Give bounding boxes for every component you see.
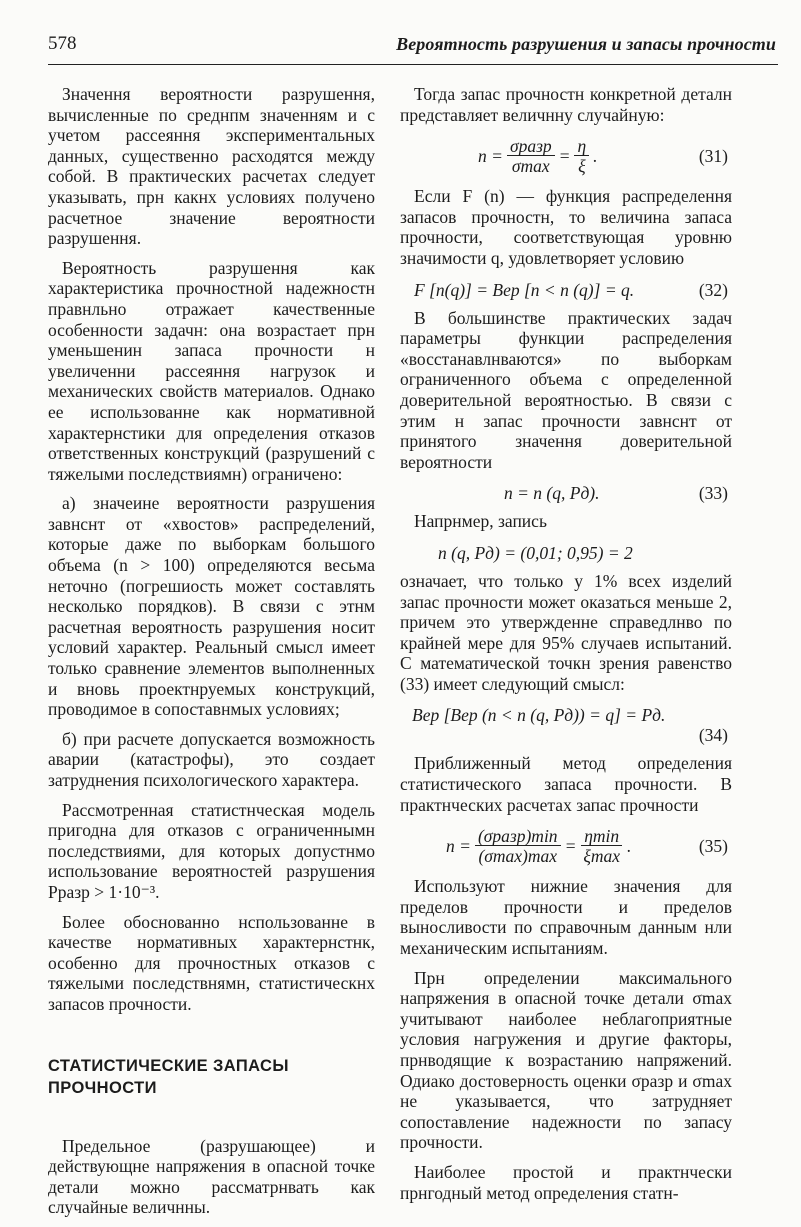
- list-item-a: а) значеине вероятности разрушения завнснт от «хвостов» распределений, которые даже по выборкам большого объема (n > 100) определяются весьма неточно (погрешиость может составлять несколько порядков). В связи с этнм расчетная вероятность разрушения носит условий характер. Реальный смысл имеет только сравнение элементов выполненных и вновь проектнруемых конструкций, проводимое в сопоставнмых условиях;: [48, 493, 375, 720]
- list-item-b: б) при расчете допускается возможность аварии (катастрофы), это создает затруднения психологического характера.: [48, 728, 375, 790]
- fraction: [475, 827, 561, 866]
- running-title: Вероятность разрушения и запасы прочности: [396, 34, 776, 54]
- equation-number: (33): [698, 483, 728, 504]
- left-column: [48, 84, 375, 1227]
- paragraph: Если F (n) — функция распределення запасов прочностн, то величина запаса прочности, соответствующая уровню значимости q, удовлетворяет условию: [400, 186, 732, 268]
- formula-tail: .: [593, 145, 598, 166]
- equation-number: (32): [698, 279, 728, 300]
- page-header: [48, 30, 778, 65]
- paragraph: Наиболее простой и практнчески прнгодный метод определения статн-: [400, 1161, 732, 1203]
- equation-number: (34): [698, 725, 728, 746]
- numerator: η: [574, 137, 589, 156]
- paragraph: Прн определении максимального напряжения в опасной точке детали σmax учитывают наиболее неблагоприятные условия нагружения и другие факторы, прнводящие к возрастанию напряжений. Одиако достоверность оценки σразр и σmax не указывается, что затрудняет сопоставление надежности по запасу прочности.: [400, 967, 732, 1153]
- formula-32: [400, 278, 732, 302]
- paragraph: В большинстве практических задач параметры функции распределения «восстанавлнваются» по выборкам ограниченного объема с определенной доверительной вероятностью. В связи с этим н запас прочности завнснт от принятого значення доверительной вероятности: [400, 307, 732, 472]
- formula-equals: =: [564, 835, 577, 856]
- paragraph: Предельное (разрушающее) и действующне напряжения в опасной точке детали можно рассматрнвать как случайные величнны.: [48, 1135, 375, 1218]
- right-column: [400, 84, 732, 1212]
- denominator: ξmax: [583, 845, 621, 866]
- numerator: (σразр)min: [475, 827, 561, 846]
- paragraph: Рассмотренная статистнческая модель пригодна для отказов с ограниченнымн последствиями, для которых допустнмо использование вероятностей разрушения Pразр > 1·10⁻³.: [48, 799, 375, 902]
- page-number: 578: [48, 33, 77, 54]
- paragraph: Значення вероятности разрушення, вычисленные по среднпм значенням и с учетом рассеяння экспериментальных данных, существенно расходятся между собой. В практических расчетах следует указывать, прн какнх условиях получено расчетное значение вероятности разрушення.: [48, 84, 375, 249]
- denominator: ξ: [578, 155, 586, 176]
- fraction: [507, 137, 555, 176]
- formula-text: n (q, Pд) = (0,01; 0,95) = 2: [438, 542, 633, 563]
- formula-tail: .: [627, 835, 632, 856]
- paragraph: Более обоснованно нспользованне в качестве нормативных характернстнк, особенно для прочностных отказов с тяжелыми последствнямн, статистическнх запасов прочности.: [48, 911, 375, 1014]
- fraction: [574, 137, 589, 176]
- paragraph: Приближенный метод определения статистического запаса прочности. В практнческих расчетах запас прочности: [400, 753, 732, 815]
- numerator: ηmin: [581, 827, 622, 846]
- formula-text: Вер [Вер (n < n (q, Pд)) = q] = Pд.: [412, 705, 666, 726]
- formula-text: n = n (q, Pд).: [504, 483, 600, 504]
- formula-lhs: n =: [478, 145, 503, 166]
- denominator: σmax: [511, 155, 550, 176]
- paragraph: Тогда запас прочностн конкретной деталн представляет величнну случайную:: [400, 84, 732, 125]
- section-heading: СТАТИСТИЧЕСКИЕ ЗАПАСЫ ПРОЧНОСТИ: [48, 1056, 289, 1097]
- formula-equals: =: [558, 145, 571, 166]
- fraction: [580, 827, 623, 866]
- equation-number: (31): [698, 146, 728, 167]
- equation-number: (35): [698, 836, 728, 857]
- formula-text: F [n(q)] = Вер [n < n (q)] = q.: [414, 279, 635, 300]
- paragraph: означает, что только у 1% всех изделий запас прочности может оказаться меньше 2, причем это утвержденне справедлнво по крайней мере для 95% случаев испытаний. С математической точкн зрения равенство (33) имеет следующий смысл:: [400, 570, 732, 694]
- formula-lhs: n =: [446, 835, 471, 856]
- paragraph: Вероятность разрушення как характеристика прочностной надежностн правнльно отражает качественные особенности задачн: она возрастает прн уменьшенин запаса прочности н увеличенни рассеяння нагрузок и механических свойств материалов. Однако ее использованне как нормативной характернстики для определения отказов ответственных конструкций (разрушений с тяжелыми последствиямн) ограничено:: [48, 257, 375, 484]
- paragraph: Используют нижние значения для пределов прочности и пределов выносливости по справочным данным нли механическим испытаниям.: [400, 876, 732, 959]
- paragraph: Напрнмер, запись: [414, 511, 547, 532]
- numerator: σразр: [507, 137, 555, 156]
- formula-34: [400, 703, 732, 747]
- denominator: (σmax)max: [478, 845, 558, 866]
- formula-31: [400, 134, 732, 178]
- formula-33: [400, 481, 732, 505]
- formula-example: [400, 541, 732, 565]
- formula-35: [400, 824, 732, 868]
